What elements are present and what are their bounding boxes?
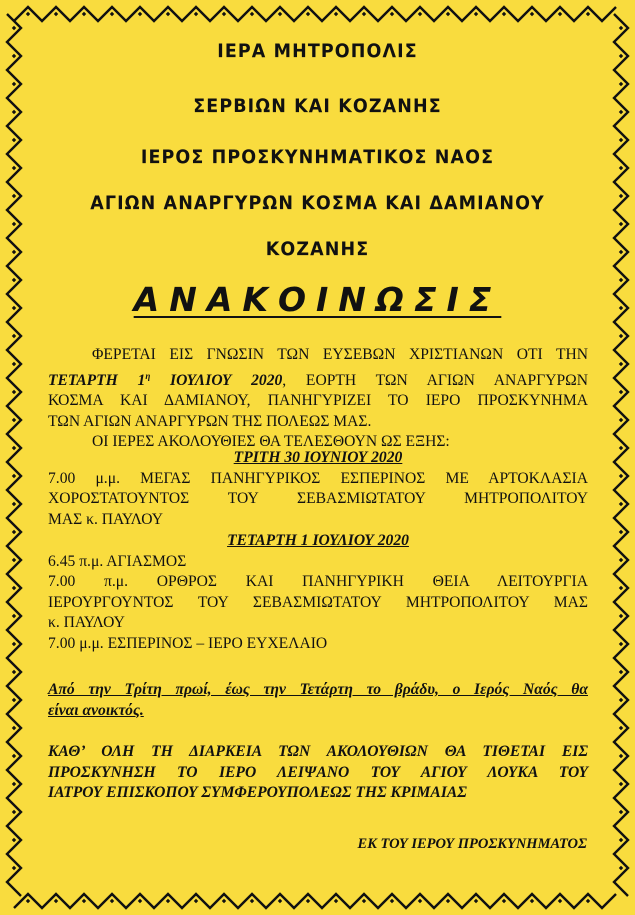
border-diamond: [619, 390, 623, 394]
border-diamond: [390, 899, 394, 903]
border-diamond: [530, 899, 534, 903]
border-diamond: [362, 899, 366, 903]
day1-event-line-2: ΧΟΡΟΣΤΑΤΟΥΝΤΟΣ ΤΟΥ ΣΕΒΑΣΜΙΩΤΑΤΟΥ ΜΗΤΡΟΠΟΛΙΤΟΥ: [48, 490, 588, 507]
border-diamond: [558, 899, 562, 903]
border-diamond: [12, 754, 16, 758]
border-diamond: [306, 12, 310, 16]
border-diamond: [418, 899, 422, 903]
notice-open-line-2: είναι ανοικτός.: [48, 701, 144, 719]
border-diamond: [12, 810, 16, 814]
border-diamond: [12, 138, 16, 142]
border-diamond: [12, 614, 16, 618]
border-diamond: [619, 138, 623, 142]
border-diamond: [138, 899, 142, 903]
border-diamond: [474, 899, 478, 903]
border-diamond: [619, 194, 623, 198]
border-diamond: [619, 838, 623, 842]
day1-event-line-3: ΜΑΣ κ. ΠΑΥΛΟΥ: [48, 510, 164, 528]
border-diamond: [619, 166, 623, 170]
header-metropolis: ΙΕΡΑ ΜΗΤΡΟΠΟΛΙΣ: [217, 40, 418, 62]
border-diamond: [12, 530, 16, 534]
border-diamond: [619, 418, 623, 422]
border-diamond: [12, 698, 16, 702]
border-diamond: [362, 12, 366, 16]
border-diamond: [12, 362, 16, 366]
border-diamond: [390, 12, 394, 16]
border-diamond: [12, 502, 16, 506]
border-diamond: [619, 614, 623, 618]
border-diamond: [110, 899, 114, 903]
intro-line-4: ΤΩΝ ΑΓΙΩΝ ΑΝΑΡΓΥΡΩΝ ΤΗΣ ΠΟΛΕΩΣ ΜΑΣ.: [48, 412, 372, 430]
border-diamond: [619, 222, 623, 226]
border-diamond: [619, 754, 623, 758]
header-city: ΚΟΖΑΝΗΣ: [265, 238, 370, 260]
border-diamond: [502, 12, 506, 16]
border-diamond: [619, 642, 623, 646]
page-title: ΑΝΑΚΟΙΝΩΣΙΣ: [133, 280, 502, 319]
day2-schedule: [48, 531, 588, 654]
border-diamond: [12, 26, 16, 30]
border-zigzag: [614, 14, 628, 896]
day2-event-2-line-3: κ. ΠΑΥΛΟΥ: [48, 614, 125, 631]
notice-open-line-1: Από την Τρίτη πρωί, έως την Τετάρτη το βράδυ, ο Ιερός Ναός θα: [48, 681, 588, 698]
border-diamond: [194, 12, 198, 16]
intro-line-2: ΤΕΤΑΡΤΗ $1^\eta$ ΙΟΥΛΙΟΥ 2020, ΕΟΡΤΗ ΤΩΝ ΑΓΙΩΝ ΑΝΑΡΓΥΡΩΝ: [48, 370, 589, 389]
border-diamond: [12, 642, 16, 646]
border-diamond: [194, 899, 198, 903]
border-diamond: [110, 12, 114, 16]
border-diamond: [12, 390, 16, 394]
border-diamond: [12, 474, 16, 478]
border-diamond: [619, 782, 623, 786]
notice-relic-line-1: ΚΑΘ’ ΟΛΗ ΤΗ ΔΙΑΡΚΕΙΑ ΤΩΝ ΑΚΟΛΟΥΘΙΩΝ ΘΑ ΤΙΘΕΤΑΙ ΕΙΣ: [48, 743, 588, 760]
border-diamond: [26, 12, 30, 16]
border-diamond: [12, 782, 16, 786]
border-diamond: [619, 110, 623, 114]
header-dioceses: ΣΕΡΒΙΩΝ ΚΑΙ ΚΟΖΑΝΗΣ: [193, 95, 442, 117]
border-zigzag: [7, 14, 21, 896]
intro-paragraph: [48, 345, 588, 453]
border-diamond: [619, 530, 623, 534]
border-diamond: [619, 866, 623, 870]
header-church-saints: ΑΓΙΩΝ ΑΝΑΡΓΥΡΩΝ ΚΟΣΜΑ ΚΑΙ ΔΑΜΙΑΝΟΥ: [90, 192, 545, 214]
border-diamond: [82, 12, 86, 16]
border-diamond: [12, 166, 16, 170]
border-diamond: [166, 899, 170, 903]
border-diamond: [166, 12, 170, 16]
border-diamond: [12, 670, 16, 674]
border-diamond: [619, 446, 623, 450]
border-diamond: [586, 899, 590, 903]
border-diamond: [619, 726, 623, 730]
day2-event-1: 6.45 π.μ. ΑΓΙΑΣΜΟΣ: [48, 552, 187, 570]
notice-relic-line-2: ΠΡΟΣΚΥΝΗΣΗ ΤΟ ΙΕΡΟ ΛΕΙΨΑΝΟ ΤΟΥ ΑΓΙΟΥ ΛΟΥΚΑ ΤΟΥ: [48, 763, 588, 781]
border-diamond: [12, 446, 16, 450]
border-diamond: [82, 899, 86, 903]
signature-line: ΕΚ ΤΟΥ ΙΕΡΟΥ ΠΡΟΣΚΥΝΗΜΑΤΟΣ: [357, 836, 587, 852]
day2-event-3: 7.00 μ.μ. ΕΣΠΕΡΙΝΟΣ – ΙΕΡΟ ΕΥΧΕΛΑΙΟ: [48, 634, 328, 652]
border-diamond: [586, 12, 590, 16]
border-diamond: [12, 54, 16, 58]
border-diamond: [530, 12, 534, 16]
border-diamond: [54, 899, 58, 903]
border-diamond: [12, 82, 16, 86]
border-diamond: [250, 899, 254, 903]
border-diamond: [334, 12, 338, 16]
border-diamond: [474, 12, 478, 16]
border-diamond: [12, 334, 16, 338]
border-diamond: [619, 558, 623, 562]
border-diamond: [619, 334, 623, 338]
border-diamond: [12, 586, 16, 590]
header-church-type: ΙΕΡΟΣ ΠΡΟΣΚΥΝΗΜΑΤΙΚΟΣ ΝΑΟΣ: [140, 146, 495, 168]
border-diamond: [278, 899, 282, 903]
day1-event-line-1: 7.00 μ.μ. ΜΕΓΑΣ ΠΑΝΗΓΥΡΙΚΟΣ ΕΣΠΕΡΙΝΟΣ ΜΕ ΑΡΤΟΚΛΑΣΙΑ: [48, 469, 588, 487]
border-diamond: [26, 899, 30, 903]
border-diamond: [250, 12, 254, 16]
border-diamond: [12, 194, 16, 198]
border-diamond: [12, 838, 16, 842]
border-diamond: [222, 899, 226, 903]
border-diamond: [619, 26, 623, 30]
border-diamond: [619, 54, 623, 58]
border-diamond: [619, 362, 623, 366]
border-diamond: [418, 12, 422, 16]
border-diamond: [558, 12, 562, 16]
border-diamond: [278, 12, 282, 16]
border-diamond: [446, 12, 450, 16]
border-diamond: [619, 502, 623, 506]
notice-relic: [48, 742, 588, 804]
border-diamond: [502, 899, 506, 903]
border-diamond: [619, 474, 623, 478]
border-diamond: [619, 670, 623, 674]
intro-line-5: ΟΙ ΙΕΡΕΣ ΑΚΟΛΟΥΘΙΕΣ ΘΑ ΤΕΛΕΣΘΟΥΝ ΩΣ ΕΞΗΣ:: [92, 433, 450, 451]
border-diamond: [12, 222, 16, 226]
day1-heading: ΤΡΙΤΗ 30 ΙΟΥΝΙΟΥ 2020: [233, 449, 403, 466]
border-diamond: [12, 726, 16, 730]
border-diamond: [138, 12, 142, 16]
border-diamond: [619, 810, 623, 814]
notice-relic-line-3: ΙΑΤΡΟΥ ΕΠΙΣΚΟΠΟΥ ΣΥΜΦΕΡΟΥΠΟΛΕΩΣ ΤΗΣ ΚΡΙΜΑΙΑΣ: [48, 784, 467, 801]
border-diamond: [306, 899, 310, 903]
notice-church-open: [48, 680, 588, 721]
day2-event-2-line-2: ΙΕΡΟΥΡΓΟΥΝΤΟΣ ΤΟΥ ΣΕΒΑΣΜΙΩΤΑΤΟΥ ΜΗΤΡΟΠΟΛΙΤΟΥ ΜΑΣ: [48, 593, 588, 611]
intro-line-3: ΚΟΣΜΑ ΚΑΙ ΔΑΜΙΑΝΟΥ, ΠΑΝΗΓΥΡΙΖΕΙ ΤΟ ΙΕΡΟ ΠΡΟΣΚΥΝΗΜΑ: [48, 392, 588, 410]
border-diamond: [12, 866, 16, 870]
border-diamond: [446, 899, 450, 903]
day2-heading: ΤΕΤΑΡΤΗ 1 ΙΟΥΛΙΟΥ 2020: [227, 532, 409, 549]
border-diamond: [619, 698, 623, 702]
border-diamond: [12, 418, 16, 422]
border-diamond: [12, 558, 16, 562]
border-zigzag: [14, 894, 616, 908]
intro-line-1: ΦΕΡΕΤΑΙ ΕΙΣ ΓΝΩΣΙΝ ΤΩΝ ΕΥΣΕΒΩΝ ΧΡΙΣΤΙΑΝΩΝ ΟΤΙ ΤΗΝ: [92, 346, 588, 363]
day1-schedule: [48, 448, 588, 530]
border-diamond: [619, 82, 623, 86]
border-diamond: [12, 110, 16, 114]
day2-event-2-line-1: 7.00 π.μ. ΟΡΘΡΟΣ ΚΑΙ ΠΑΝΗΓΥΡΙΚΗ ΘΕΙΑ ΛΕΙΤΟΥΡΓΙΑ: [48, 573, 588, 590]
border-diamond: [619, 586, 623, 590]
border-diamond: [54, 12, 58, 16]
border-diamond: [334, 899, 338, 903]
border-diamond: [619, 250, 623, 254]
border-diamond: [12, 250, 16, 254]
border-zigzag: [14, 7, 616, 21]
border-diamond: [222, 12, 226, 16]
